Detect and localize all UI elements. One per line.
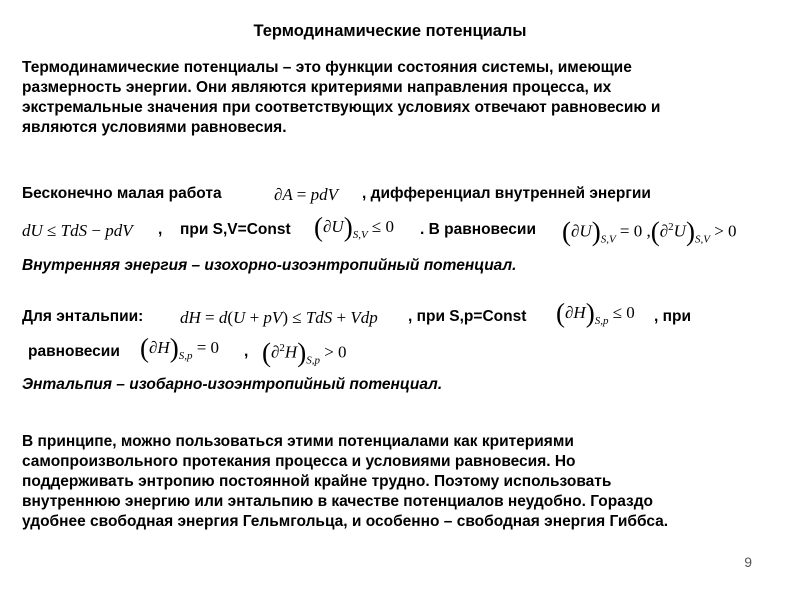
work-formula: ∂A = pdV [274,185,338,204]
du-condition-formula: $(\partial U)_{S,V} \le 0$ [314,212,395,242]
dh-equilibrium-formula: $(\partial H)_{S,p} = 0$ [140,333,220,363]
intro-line: являются условиями равновесия. [22,119,287,136]
dh-second-derivative-formula: $(\partial^2H)_{S,p} > 0$ [262,337,347,368]
enthalpy-note: Энтальпия – изобарно-изоэнтропийный потенциал. [22,376,443,393]
intro-line: Термодинамические потенциалы – это функции состояния системы, имеющие [22,59,632,76]
condition-sp: , при S,p=Const [408,308,527,325]
du-equilibrium-formula: $(\partial U)_{S,V} = 0$ $,(\partial^2U)_{S,V} > 0$ [562,216,737,247]
conclusion-line: внутреннюю энергию или энтальпию в качестве потенциалов неудобно. Гораздо [22,493,654,510]
du-comma: , [158,221,163,238]
equilibrium-label: равновесии [28,343,120,360]
conclusion-line: самопроизвольного протекания процесса и условиями равновесия. Но [22,453,576,470]
conclusion-line: поддерживать энтропию постоянной крайне трудно. Поэтому использовать [22,473,612,490]
du-inequality-formula: dU ≤ TdS − pdV [22,221,133,240]
intro-paragraph [22,58,782,138]
dh-condition-formula: $(\partial H)_{S,p} \le 0$ [556,298,635,328]
intro-line: размерность энергии. Они являются критериями направления процесса, их [22,79,612,96]
internal-energy-note: Внутренняя энергия – изохорно-изоэнтропийный потенциал. [22,257,517,274]
work-label: Бесконечно малая работа [22,185,222,202]
dh-condition-suffix: , при [654,308,691,325]
conclusion-line: удобнее свободная энергия Гельмгольца, и особенно – свободная энергия Гиббса. [22,513,669,530]
intro-line: экстремальные значения при соответствующих условиях отвечают равновесию и [22,99,661,116]
slide-title: Термодинамические потенциалы [253,22,527,40]
dh-equilibrium-comma: , [244,343,249,360]
condition-sv: при S,V=Const [180,221,291,238]
conclusion-paragraph [22,432,782,532]
dh-inequality-formula: dH = d(U + pV) ≤ TdS + Vdp [180,308,378,327]
enthalpy-label: Для энтальпии: [22,308,144,325]
page-number: 9 [744,554,752,570]
conclusion-line: В принципе, можно пользоваться этими потенциалами как критериями [22,433,574,450]
du-equilibrium-label: . В равновесии [420,221,536,238]
work-suffix: , дифференциал внутренней энергии [362,185,651,202]
